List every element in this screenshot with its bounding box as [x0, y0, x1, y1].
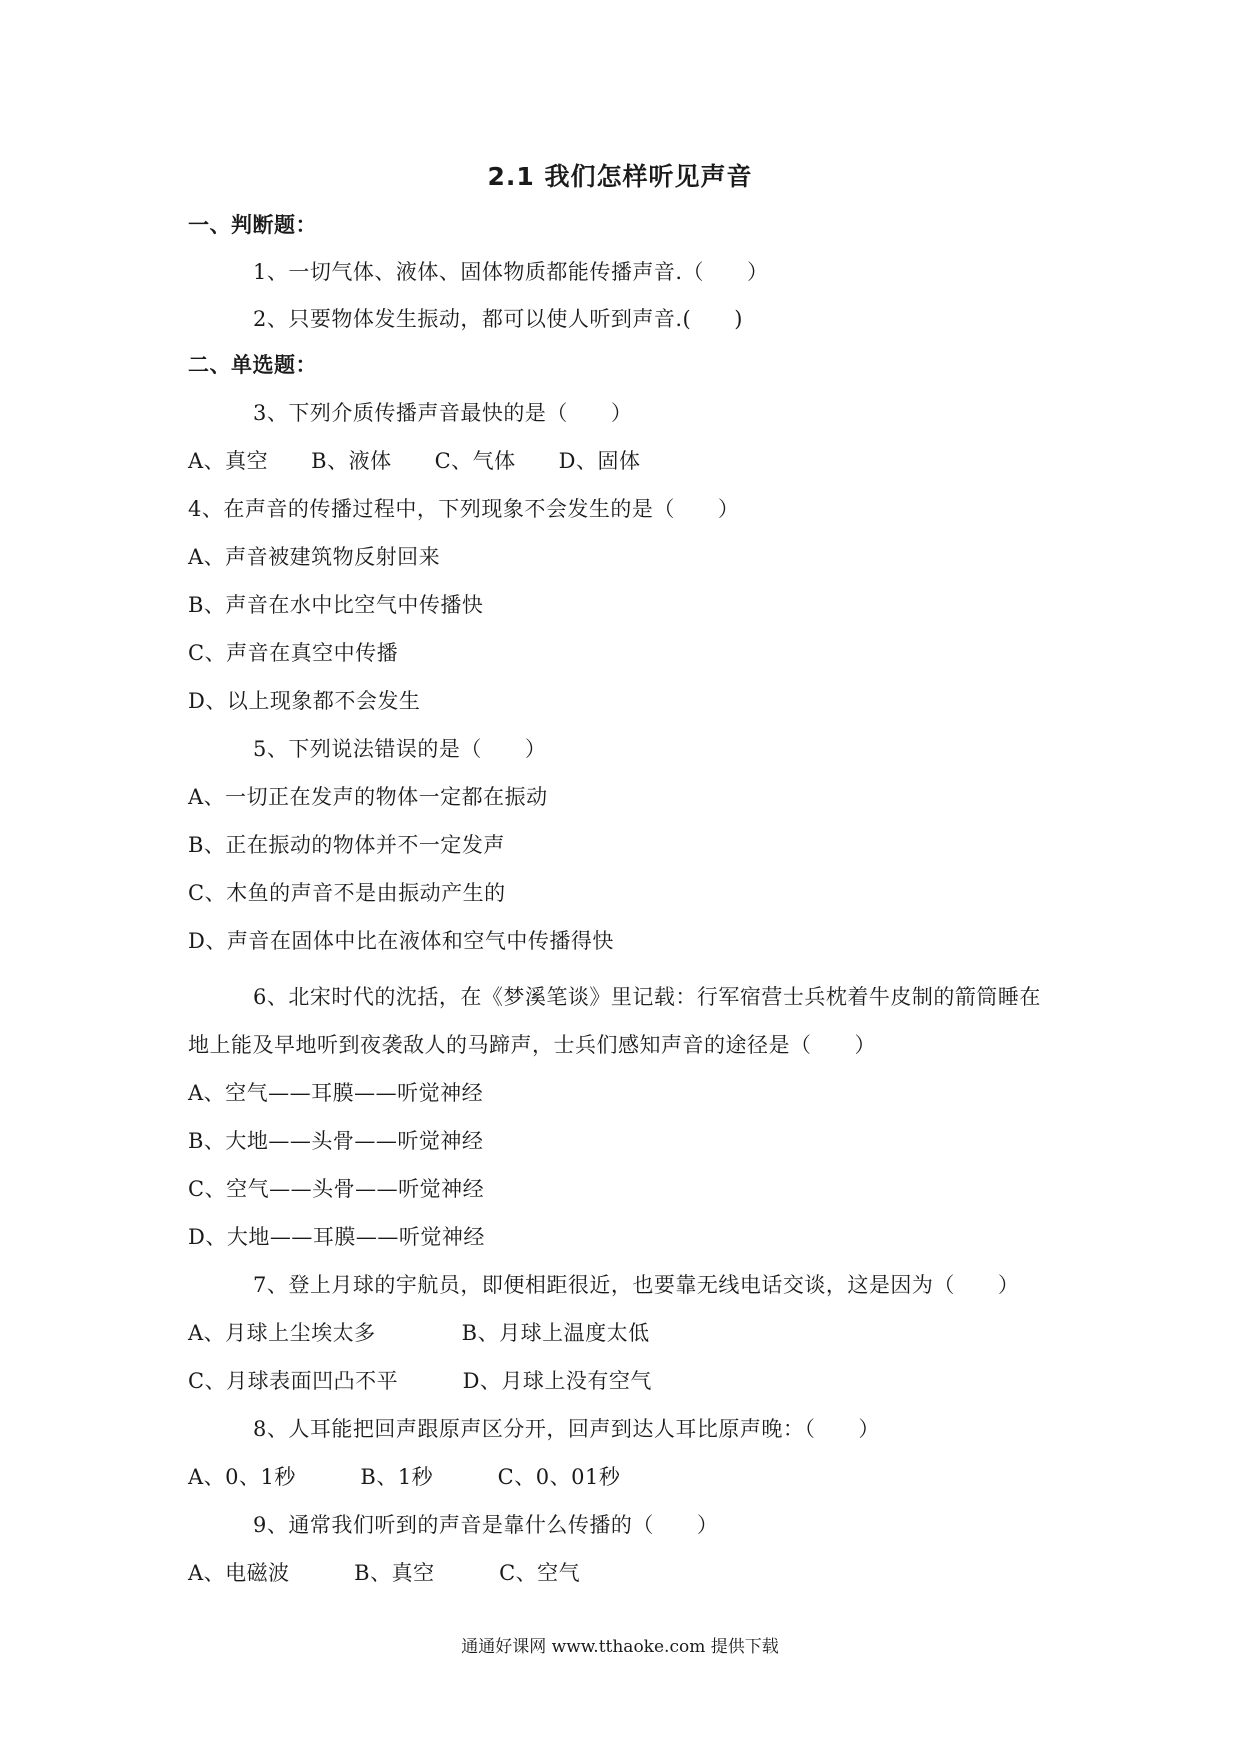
question-4-option-d: D、以上现象都不会发生	[188, 689, 421, 713]
question-6-option-c: C、空气——头骨——听觉神经	[188, 1177, 485, 1201]
question-1: 1、一切气体、液体、固体物质都能传播声音.（ ）	[253, 260, 769, 284]
question-7-options-cd: C、月球表面凹凸不平 D、月球上没有空气	[188, 1369, 652, 1393]
question-5-option-d: D、声音在固体中比在液体和空气中传播得快	[188, 929, 614, 953]
question-9-options: A、电磁波 B、真空 C、空气	[188, 1561, 581, 1585]
question-6-option-d: D、大地——耳膜——听觉神经	[188, 1225, 485, 1249]
section-heading-single-choice: 二、单选题：	[188, 353, 317, 377]
footer-source-text: 通通好课网 www.tthaoke.com 提供下载	[461, 1637, 779, 1657]
question-4: 4、在声音的传播过程中，下列现象不会发生的是（ ）	[188, 497, 740, 521]
question-5-option-c: C、木鱼的声音不是由振动产生的	[188, 881, 506, 905]
question-7-options-ab: A、月球上尘埃太多 B、月球上温度太低	[188, 1321, 650, 1345]
question-6-line-1: 6、北宋时代的沈括，在《梦溪笔谈》里记载：行军宿营士兵枕着牛皮制的箭筒睡在	[253, 985, 1041, 1009]
question-6-option-b: B、大地——头骨——听觉神经	[188, 1129, 484, 1153]
question-6-line-2: 地上能及早地听到夜袭敌人的马蹄声，士兵们感知声音的途径是（ ）	[188, 1033, 876, 1057]
question-5-option-b: B、正在振动的物体并不一定发声	[188, 833, 505, 857]
section-heading-judgment: 一、判断题：	[188, 213, 317, 237]
question-8-options: A、0、1秒 B、1秒 C、0、01秒	[188, 1465, 621, 1489]
question-5: 5、下列说法错误的是（ ）	[253, 737, 547, 761]
question-2: 2、只要物体发生振动，都可以使人听到声音.( )	[253, 307, 743, 331]
question-7: 7、登上月球的宇航员，即便相距很近，也要靠无线电话交谈，这是因为（ ）	[253, 1273, 1020, 1297]
question-5-option-a: A、一切正在发声的物体一定都在振动	[188, 785, 548, 809]
question-8: 8、人耳能把回声跟原声区分开，回声到达人耳比原声晚：（ ）	[253, 1417, 880, 1441]
question-9: 9、通常我们听到的声音是靠什么传播的（ ）	[253, 1513, 719, 1537]
document-title: 2.1 我们怎样听见声音	[487, 162, 753, 191]
question-4-option-a: A、声音被建筑物反射回来	[188, 545, 441, 569]
question-4-option-c: C、声音在真空中传播	[188, 641, 399, 665]
question-3-options: A、真空 B、液体 C、气体 D、固体	[188, 449, 641, 473]
question-3: 3、下列介质传播声音最快的是（ ）	[253, 401, 633, 425]
question-6-option-a: A、空气——耳膜——听觉神经	[188, 1081, 484, 1105]
question-4-option-b: B、声音在水中比空气中传播快	[188, 593, 484, 617]
